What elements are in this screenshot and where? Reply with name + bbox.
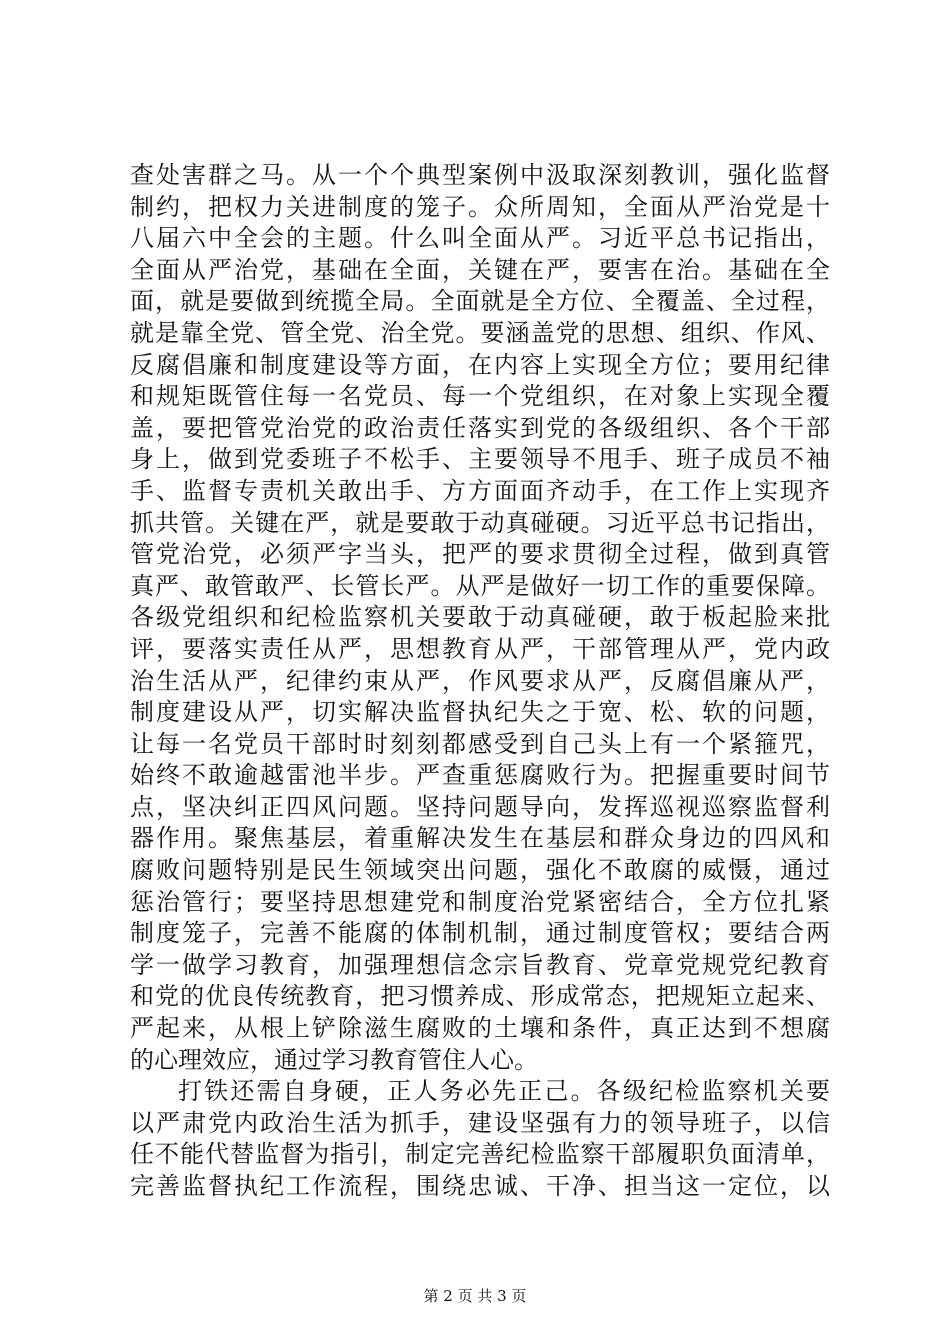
text-line: 和规矩既管住每一名党员、每一个党组织，在对象上实现全覆 (130, 382, 830, 411)
body-text (130, 160, 830, 1203)
text-line: 完善监督执纪工作流程，围绕忠诚、干净、担当这一定位，以 (130, 1172, 830, 1200)
text-line: 腐败问题特别是民生领域突出问题，强化不敢腐的威慑，通过 (130, 856, 830, 885)
text-line: 制约，把权力关进制度的笼子。众所周知，全面从严治党是十 (130, 192, 830, 221)
text-line: 盖，要把管党治党的政治责任落实到党的各级组织、各个干部 (130, 413, 830, 442)
text-line: 反腐倡廉和制度建设等方面，在内容上实现全方位；要用纪律 (130, 350, 830, 379)
text-line: 手、监督专责机关敢出手、方方面面齐动手，在工作上实现齐 (130, 476, 830, 505)
text-line: 严起来，从根上铲除滋生腐败的土壤和条件，真正达到不想腐 (130, 1014, 830, 1043)
text-line: 的心理效应，通过学习教育管住人心。 (130, 1045, 538, 1074)
text-line: 学一做学习教育，加强理想信念宗旨教育、党章党规党纪教育 (130, 950, 830, 979)
text-line: 惩治管行；要坚持思想建党和制度治党紧密结合，全方位扎紧 (130, 887, 830, 916)
text-line: 治生活从严，纪律约束从严，作风要求从严，反腐倡廉从严， (130, 666, 830, 695)
text-line: 真严、敢管敢严、长管长严。从严是做好一切工作的重要保障。 (130, 571, 830, 600)
text-line: 身上，做到党委班子不松手、主要领导不甩手、班子成员不袖 (130, 445, 830, 474)
text-line: 打铁还需自身硬，正人务必先正己。各级纪检监察机关要 (178, 1077, 830, 1106)
text-line: 器作用。聚焦基层，着重解决发生在基层和群众身边的四风和 (130, 824, 830, 853)
text-line: 任不能代替监督为指引，制定完善纪检监察干部履职负面清单， (130, 1140, 830, 1169)
text-line: 制度建设从严，切实解决监督执纪失之于宽、松、软的问题， (130, 698, 830, 727)
text-line: 和党的优良传统教育，把习惯养成、形成常态，把规矩立起来、 (130, 982, 830, 1011)
paragraph (130, 160, 830, 1076)
text-line: 评，要落实责任从严，思想教育从严，干部管理从严，党内政 (130, 634, 830, 663)
text-line: 就是靠全党、管全党、治全党。要涵盖党的思想、组织、作风、 (130, 318, 830, 347)
text-line: 查处害群之马。从一个个典型案例中汲取深刻教训，强化监督 (130, 161, 830, 189)
text-line: 面，就是要做到统揽全局。全面就是全方位、全覆盖、全过程， (130, 287, 830, 316)
text-line: 让每一名党员干部时时刻刻都感受到自己头上有一个紧箍咒， (130, 729, 830, 758)
text-line: 各级党组织和纪检监察机关要敢于动真碰硬，敢于板起脸来批 (130, 603, 830, 632)
text-line: 全面从严治党，基础在全面，关键在严，要害在治。基础在全 (130, 255, 830, 284)
text-line: 制度笼子，完善不能腐的体制机制，通过制度管权；要结合两 (130, 919, 830, 948)
page-footer: 第 2 页 共 3 页 (423, 1287, 527, 1305)
text-line: 八届六中全会的主题。什么叫全面从严。习近平总书记指出， (130, 224, 830, 253)
text-line: 始终不敢逾越雷池半步。严查重惩腐败行为。把握重要时间节 (130, 761, 830, 790)
text-line: 管党治党，必须严字当头，把严的要求贯彻全过程，做到真管 (130, 540, 830, 569)
text-line: 抓共管。关键在严，就是要敢于动真碰硬。习近平总书记指出， (130, 508, 830, 537)
text-line: 点，坚决纠正四风问题。坚持问题导向，发挥巡视巡察监督利 (130, 792, 830, 821)
paragraph (130, 1076, 830, 1202)
text-line: 以严肃党内政治生活为抓手，建设坚强有力的领导班子，以信 (130, 1108, 830, 1137)
